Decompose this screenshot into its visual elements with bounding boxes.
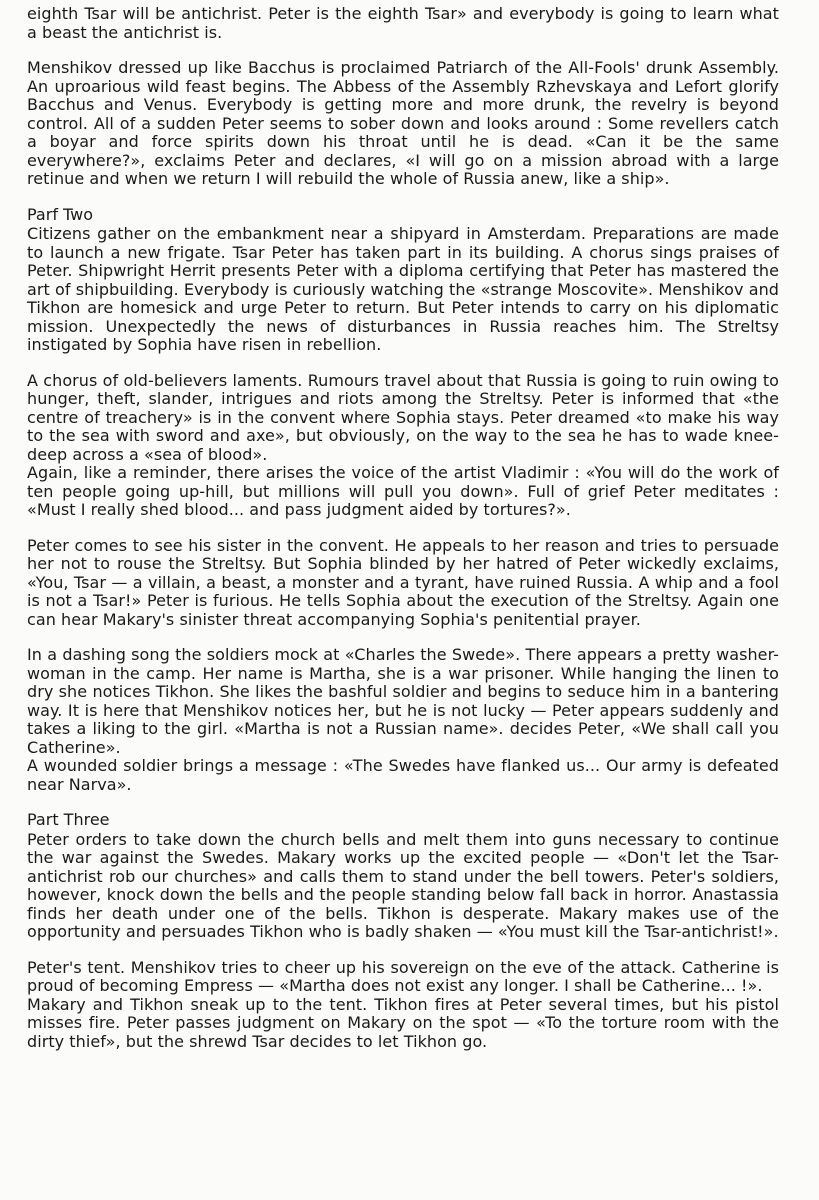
paragraph-tikhon-fires: Makary and Tikhon sneak up to the tent. Tikhon fires at Peter several times, but his pistol misses fire. Peter passes judgment on Makary on the spot — «To the torture room with the dirty thief», but the shrewd Tsar decides to let Tikhon go. xyxy=(27,994,779,1051)
paragraph-bells: Peter orders to take down the church bells and melt them into guns necessary to continue the war against the Swedes. Makary works up the excited people — «Don't let the Tsar-antichrist rob our churches» and calls them to stand under the bell towers. Peter's soldiers, however, knock down the bells and the people standing below fall back in horror. Anastassia finds her death under one of the bells. Tikhon is desperate. Makary makes use of the opportunity and persuades Tikhon who is badly shaken — «You must kill the Tsar-antichrist!». xyxy=(27,829,779,941)
paragraph-antichrist: eighth Tsar will be antichrist. Peter is the eighth Tsar» and everybody is going to learn what a beast the antichrist is. xyxy=(27,4,779,42)
paragraph-martha: In a dashing song the soldiers mock at «Charles the Swede». There appears a pretty washer-woman in the camp. Her name is Martha, she is a war prisoner. While hanging the linen to dry she notices Tikhon. She likes the bashful soldier and begins to seduce him in a bantering way. It is here that Menshikov notices her, but he is not lucky — Peter appears suddenly and takes a liking to the girl. «Martha is not a Russian name». decides Peter, «We shall call you Catherine». xyxy=(27,645,779,757)
paragraph-tent: Peter's tent. Menshikov tries to cheer up his sovereign on the eve of the attack. Catherine is proud of becoming Empress — «Martha does not exist any longer. I shall be Catherine... !». xyxy=(27,957,779,995)
heading-part-two: Parf Two xyxy=(27,204,94,224)
paragraph-feast: Menshikov dressed up like Bacchus is proclaimed Patriarch of the All-Fools' drunk Assembly. An uproarious wild feast begins. The Abbess of the Assembly Rzhevskaya and Lefort glorify Bacchus and Venus. Everybody is getting more and more drunk, the revelry is beyond control. All of a sudden Peter seems to sober down and looks around : Some revellers catch a boyar and force spirits down his throat until he is dead. «Can it be the same everywhere?», exclaims Peter and declares, «I will go on a mission abroad with a large retinue and when we return I will rebuild the whole of Russia anew, like a ship». xyxy=(27,58,779,188)
paragraph-narva: A wounded soldier brings a message : «The Swedes have flanked us... Our army is defeated near Narva». xyxy=(27,756,779,794)
paragraph-amsterdam: Citizens gather on the embankment near a shipyard in Amsterdam. Preparations are made to launch a new frigate. Tsar Peter has taken part in its building. A chorus sings praises of Peter. Shipwright Herrit presents Peter with a diploma certifying that Peter has mastered the art of shipbuilding. Everybody is curiously watching the «strange Moscovite». Menshikov and Tikhon are homesick and urge Peter to return. But Peter intends to carry on his diplomatic mission. Unexpectedly the news of disturbances in Russia reaches him. The Streltsy instigated by Sophia have risen in rebellion. xyxy=(27,224,779,354)
paragraph-old-believers: A chorus of old-believers laments. Rumours travel about that Russia is going to ruin owing to hunger, theft, slander, intrigues and riots among the Streltsy. Peter is informed that «the centre of treachery» is in the convent where Sophia stays. Peter dreamed «to make his way to the sea with sword and axe», but obviously, on the way to the sea he has to wade knee-deep across a «sea of blood». xyxy=(27,370,779,464)
heading-part-three: Part Three xyxy=(27,810,110,829)
paragraph-vladimir: Again, like a reminder, there arises the voice of the artist Vladimir : «You will do the work of ten people going up-hill, but millions will pull you down». Full of grief Peter meditates : «Must I really shed blood... and pass judgment aided by tortures?». xyxy=(27,463,779,519)
paragraph-convent: Peter comes to see his sister in the convent. He appeals to her reason and tries to persuade her not to rouse the Streltsy. But Sophia blinded by her hatred of Peter wickedly exclaims, «You, Tsar — a villain, a beast, a monster and a tyrant, have ruined Russia. A whip and a fool is not a Tsar!» Peter is furious. He tells Sophia about the execution of the Streltsy. Again one can hear Makary's sinister threat accompanying Sophia's penitential prayer. xyxy=(27,535,779,629)
